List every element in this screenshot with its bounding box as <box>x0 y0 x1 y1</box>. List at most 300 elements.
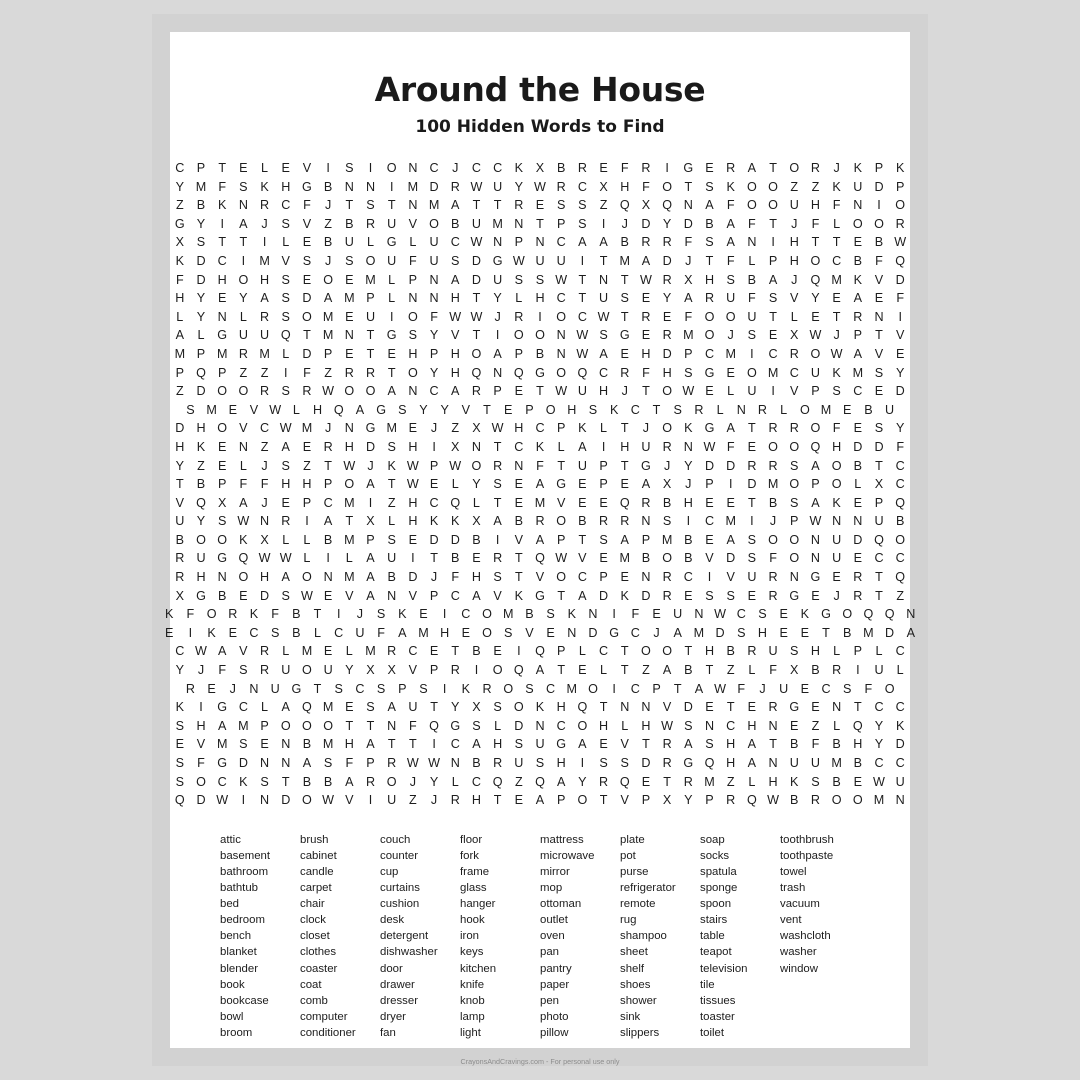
grid-row <box>169 233 911 252</box>
grid-cell: O <box>206 607 217 622</box>
grid-cell: A <box>366 551 375 566</box>
grid-cell: N <box>588 607 598 622</box>
grid-cell: U <box>260 328 270 343</box>
grid-cell: Y <box>874 737 884 752</box>
grid-cell: M <box>195 179 207 194</box>
grid-cell: K <box>451 514 460 529</box>
grid-cell: T <box>663 774 671 789</box>
grid-cell: T <box>652 402 661 417</box>
grid-cell: A <box>355 402 365 417</box>
grid-cell: L <box>303 532 311 547</box>
grid-cell: V <box>874 272 884 287</box>
grid-cell: J <box>324 198 332 213</box>
grid-cell: E <box>408 532 418 547</box>
word-list-item: mop <box>540 882 563 895</box>
grid-cell: P <box>175 365 185 380</box>
grid-cell: B <box>747 272 757 287</box>
grid-cell: L <box>197 328 205 343</box>
grid-cell: L <box>748 663 756 678</box>
grid-cell: F <box>875 253 883 268</box>
grid-cell: I <box>368 495 373 510</box>
grid-cell: N <box>344 179 354 194</box>
grid-cell: T <box>514 570 523 585</box>
grid-cell: W <box>703 439 716 454</box>
grid-cell: Q <box>513 663 524 678</box>
grid-cell: H <box>810 644 820 659</box>
grid-cell: S <box>281 216 290 231</box>
grid-cell: F <box>197 756 205 770</box>
grid-cell: Z <box>239 365 248 380</box>
grid-cell: O <box>852 216 863 231</box>
grid-cell: D <box>429 532 439 547</box>
grid-cell: E <box>620 570 629 585</box>
grid-cell: D <box>662 253 672 268</box>
grid-cell: I <box>474 663 479 678</box>
grid-cell: E <box>419 607 428 622</box>
grid-cell: E <box>705 161 714 175</box>
grid-cell: C <box>704 514 715 529</box>
word-list-item: attic <box>220 833 241 846</box>
grid-cell: L <box>833 216 841 231</box>
word-list-item: bowl <box>220 1010 244 1023</box>
grid-cell: H <box>260 570 270 585</box>
grid-cell: A <box>281 570 290 585</box>
grid-cell: K <box>895 161 905 175</box>
grid-cell: C <box>874 700 884 715</box>
grid-cell: O <box>492 663 503 678</box>
grid-cell: K <box>260 179 269 194</box>
word-list-item: vent <box>780 914 802 927</box>
grid-cell: E <box>578 495 587 510</box>
grid-cell: D <box>895 272 905 287</box>
grid-cell: L <box>600 663 608 678</box>
grid-cell: X <box>472 700 481 715</box>
grid-cell: S <box>832 384 841 399</box>
grid-cell: J <box>833 328 840 343</box>
grid-cell: S <box>239 179 248 194</box>
grid-cell: E <box>217 291 227 306</box>
grid-cell: G <box>683 161 694 175</box>
grid-cell: E <box>800 625 810 640</box>
grid-cell: Q <box>238 551 249 566</box>
grid-cell: T <box>769 161 777 175</box>
grid-cell: O <box>482 607 492 622</box>
grid-cell: X <box>451 439 460 454</box>
word-list-item: pen <box>540 994 560 1007</box>
grid-cell: S <box>588 402 598 417</box>
grid-cell: K <box>514 588 524 603</box>
grid-cell: U <box>270 681 280 696</box>
grid-cell: I <box>612 681 616 696</box>
grid-cell: H <box>408 514 418 529</box>
grid-cell: H <box>408 439 418 454</box>
word-list-item: bedroom <box>220 914 265 927</box>
grid-cell: G <box>821 607 831 622</box>
grid-cell: Z <box>324 216 332 231</box>
word-list-item: conditioner <box>300 1026 356 1039</box>
word-list-item: knob <box>460 994 485 1007</box>
grid-cell: C <box>895 551 905 566</box>
grid-cell: N <box>217 309 227 324</box>
grid-cell: R <box>387 644 397 659</box>
grid-cell: H <box>726 737 736 752</box>
word-list-item: photo <box>540 1010 569 1023</box>
grid-cell: B <box>472 756 481 770</box>
grid-cell: J <box>833 161 840 175</box>
grid-cell: H <box>789 253 799 268</box>
grid-cell: B <box>843 625 852 640</box>
grid-cell: A <box>599 235 608 250</box>
grid-row <box>169 178 911 197</box>
grid-cell: O <box>302 793 312 808</box>
grid-cell: E <box>641 291 651 306</box>
grid-cell: V <box>525 625 534 640</box>
grid-cell: O <box>238 272 249 287</box>
grid-cell: F <box>186 607 195 622</box>
grid-cell: A <box>387 384 396 399</box>
grid-cell: O <box>588 681 598 696</box>
grid-cell: H <box>175 439 185 454</box>
grid-cell: O <box>556 309 567 324</box>
grid-cell: I <box>241 793 246 808</box>
grid-cell: Z <box>642 663 650 678</box>
grid-cell: O <box>725 309 736 324</box>
grid-cell: Z <box>175 198 184 213</box>
word-column <box>700 832 780 1041</box>
grid-cell: B <box>323 235 333 250</box>
grid-cell: W <box>534 179 546 194</box>
grid-cell: O <box>302 718 312 733</box>
grid-cell: R <box>175 570 185 585</box>
grid-cell: A <box>578 588 587 603</box>
grid-cell: T <box>642 737 650 752</box>
grid-cell: L <box>345 644 353 659</box>
grid-cell: A <box>493 346 502 361</box>
grid-cell: I <box>284 365 288 380</box>
grid-cell: D <box>450 532 460 547</box>
grid-row <box>169 568 911 587</box>
worksheet-sheet <box>165 32 916 1066</box>
grid-cell: I <box>707 570 712 585</box>
grid-cell: Q <box>577 365 588 380</box>
grid-cell: E <box>429 477 439 492</box>
word-list-item: tissues <box>700 994 736 1007</box>
grid-cell: H <box>440 625 450 640</box>
grid-cell: W <box>555 272 568 287</box>
grid-cell: C <box>577 309 587 324</box>
grid-cell: J <box>685 477 692 492</box>
grid-cell: A <box>451 384 460 399</box>
word-list-item: slippers <box>620 1026 660 1039</box>
grid-cell: A <box>599 346 608 361</box>
grid-cell: B <box>874 235 884 250</box>
grid-cell: W <box>322 384 335 399</box>
grid-cell: X <box>472 421 481 436</box>
grid-cell: N <box>514 458 524 473</box>
grid-cell: H <box>641 346 651 361</box>
word-column <box>460 832 540 1041</box>
grid-cell: T <box>345 514 354 529</box>
grid-cell: I <box>686 514 691 529</box>
grid-cell: T <box>620 272 629 287</box>
grid-cell: C <box>450 737 460 752</box>
grid-cell: O <box>852 793 863 808</box>
grid-cell: L <box>409 235 417 250</box>
grid-cell: A <box>345 774 354 789</box>
grid-cell: C <box>334 625 344 640</box>
grid-cell: S <box>281 588 290 603</box>
grid-cell: O <box>535 328 545 343</box>
grid-cell: P <box>323 346 333 361</box>
word-list-item: purse <box>620 865 649 878</box>
grid-cell: E <box>853 774 863 789</box>
grid-cell: L <box>790 309 798 324</box>
grid-cell: K <box>790 774 799 789</box>
grid-cell: B <box>292 607 301 622</box>
grid-cell: B <box>895 514 905 529</box>
grid-cell: N <box>895 793 905 808</box>
grid-cell: N <box>853 514 863 529</box>
grid-cell: C <box>832 253 842 268</box>
grid-cell: S <box>705 235 714 250</box>
grid-cell: S <box>175 756 185 770</box>
word-list-item: coaster <box>300 962 338 975</box>
grid-cell: Y <box>440 402 449 417</box>
grid-cell: X <box>217 495 227 510</box>
grid-cell: E <box>281 495 290 510</box>
grid-cell: T <box>832 235 841 250</box>
grid-cell: L <box>875 644 883 659</box>
grid-cell: R <box>662 439 672 454</box>
grid-cell: N <box>906 607 916 622</box>
grid-cell: B <box>684 551 693 566</box>
grid-cell: W <box>343 458 356 473</box>
grid-cell: Q <box>874 532 884 547</box>
grid-cell: U <box>471 216 481 231</box>
grid-cell: R <box>260 663 270 678</box>
grid-cell: Y <box>175 179 185 194</box>
grid-cell: F <box>303 198 311 213</box>
grid-cell: H <box>260 272 270 287</box>
grid-cell: F <box>430 309 438 324</box>
grid-cell: F <box>864 681 873 696</box>
word-list-item: rug <box>620 914 637 927</box>
word-list-item: cabinet <box>300 849 337 862</box>
grid-cell: U <box>493 272 503 287</box>
word-list-item: tile <box>700 978 715 991</box>
grid-cell: C <box>704 346 715 361</box>
grid-cell: O <box>641 644 651 659</box>
grid-cell: F <box>377 625 385 640</box>
grid-cell: M <box>704 774 715 789</box>
grid-cell: N <box>408 198 418 213</box>
grid-cell: E <box>546 625 555 640</box>
grid-cell: X <box>684 272 693 287</box>
grid-cell: T <box>313 607 322 622</box>
grid-row <box>169 196 911 215</box>
grid-cell: I <box>771 384 775 399</box>
grid-cell: S <box>387 532 396 547</box>
grid-cell: E <box>895 346 905 361</box>
grid-cell: B <box>387 570 396 585</box>
grid-cell: W <box>894 235 907 250</box>
grid-cell: O <box>895 198 906 213</box>
grid-cell: T <box>832 309 841 324</box>
grid-cell: W <box>216 793 229 808</box>
grid-row <box>169 271 911 290</box>
grid-cell: R <box>185 681 195 696</box>
grid-cell: X <box>662 477 672 492</box>
grid-cell: S <box>556 198 566 213</box>
grid-cell: B <box>768 495 778 510</box>
grid-cell: T <box>345 718 354 733</box>
grid-cell: V <box>620 737 629 752</box>
grid-cell: S <box>398 402 407 417</box>
grid-cell: D <box>471 272 481 287</box>
grid-cell: E <box>811 700 820 715</box>
grid-cell: E <box>345 346 354 361</box>
word-list-item: towel <box>780 865 807 878</box>
grid-cell: T <box>313 681 322 696</box>
grid-cell: F <box>175 272 184 287</box>
grid-cell: D <box>853 532 863 547</box>
grid-cell: B <box>641 551 651 566</box>
grid-cell: B <box>323 532 333 547</box>
grid-cell: R <box>757 402 768 417</box>
grid-row <box>169 531 911 550</box>
grid-cell: Z <box>451 421 460 436</box>
grid-cell: O <box>429 216 439 231</box>
grid-cell: S <box>599 328 608 343</box>
grid-cell: S <box>302 253 312 268</box>
grid-cell: D <box>302 291 312 306</box>
grid-cell: Q <box>746 793 757 808</box>
grid-cell: S <box>472 718 481 733</box>
grid-cell: C <box>471 161 481 175</box>
grid-cell: D <box>874 179 884 194</box>
grid-cell: R <box>344 365 354 380</box>
grid-cell: N <box>768 718 778 733</box>
grid-cell: V <box>408 216 418 231</box>
grid-cell: R <box>747 644 757 659</box>
grid-cell: Y <box>472 477 481 492</box>
grid-cell: S <box>705 737 714 752</box>
grid-cell: T <box>218 235 227 250</box>
grid-cell: N <box>217 570 227 585</box>
grid-cell: R <box>493 551 503 566</box>
grid-cell: N <box>599 272 609 287</box>
grid-row <box>169 587 911 606</box>
grid-cell: L <box>621 718 629 733</box>
grid-row <box>169 289 911 308</box>
grid-cell: P <box>366 291 375 306</box>
grid-cell: V <box>662 700 672 715</box>
grid-cell: K <box>461 681 471 696</box>
grid-cell: I <box>898 309 902 324</box>
grid-cell: U <box>387 551 397 566</box>
grid-cell: S <box>578 198 587 213</box>
grid-cell: Y <box>196 291 206 306</box>
grid-cell: E <box>726 365 735 380</box>
grid-cell: R <box>641 495 651 510</box>
grid-cell: J <box>663 458 671 473</box>
grid-cell: K <box>239 774 248 789</box>
grid-cell: I <box>368 161 373 175</box>
grid-cell: T <box>493 439 502 454</box>
grid-cell: Q <box>196 495 206 510</box>
grid-cell: T <box>218 161 227 175</box>
grid-cell: A <box>578 235 587 250</box>
grid-cell: S <box>535 272 545 287</box>
word-list-item: iron <box>460 930 479 943</box>
grid-cell: K <box>578 421 587 436</box>
grid-cell: C <box>556 235 566 250</box>
grid-cell: C <box>556 291 566 306</box>
grid-cell: S <box>726 588 735 603</box>
grid-cell: D <box>302 346 312 361</box>
grid-cell: B <box>302 774 312 789</box>
grid-cell: F <box>218 179 227 194</box>
grid-cell: Y <box>578 774 587 789</box>
grid-cell: O <box>799 402 810 417</box>
grid-cell: A <box>323 291 333 306</box>
grid-row <box>169 382 911 401</box>
grid-row <box>159 605 922 624</box>
grid-cell: V <box>726 570 735 585</box>
grid-cell: I <box>495 328 500 343</box>
grid-cell: E <box>599 551 608 566</box>
grid-cell: O <box>196 532 206 547</box>
grid-cell: Z <box>514 774 523 789</box>
grid-cell: D <box>238 756 248 770</box>
grid-cell: J <box>229 681 236 696</box>
grid-cell: R <box>694 402 704 417</box>
grid-cell: E <box>260 737 269 752</box>
grid-cell: B <box>217 588 227 603</box>
grid-cell: L <box>451 774 459 789</box>
grid-cell: S <box>366 700 375 715</box>
grid-cell: O <box>789 532 800 547</box>
grid-cell: V <box>874 346 884 361</box>
grid-cell: M <box>831 272 842 287</box>
grid-cell: N <box>387 718 397 733</box>
grid-cell: P <box>429 588 439 603</box>
word-list-item: chair <box>300 898 325 911</box>
grid-cell: R <box>238 346 248 361</box>
grid-cell: N <box>683 198 693 213</box>
grid-cell: C <box>260 421 270 436</box>
grid-cell: Q <box>196 365 206 380</box>
word-list-item: comb <box>300 994 328 1007</box>
grid-cell: H <box>312 402 323 417</box>
grid-cell: Y <box>895 365 905 380</box>
grid-cell: G <box>810 570 821 585</box>
word-column <box>540 832 620 1041</box>
grid-cell: C <box>726 718 736 733</box>
grid-cell: Y <box>662 216 672 231</box>
grid-cell: B <box>620 235 629 250</box>
grid-cell: K <box>567 607 576 622</box>
word-list-item: bathtub <box>220 882 259 895</box>
word-list-item: pan <box>540 946 560 959</box>
grid-cell: S <box>546 607 555 622</box>
grid-cell: E <box>853 495 863 510</box>
grid-cell: R <box>662 570 672 585</box>
grid-cell: E <box>747 439 757 454</box>
word-list-item: trash <box>780 882 806 895</box>
grid-cell: E <box>217 458 227 473</box>
grid-row <box>169 364 911 383</box>
